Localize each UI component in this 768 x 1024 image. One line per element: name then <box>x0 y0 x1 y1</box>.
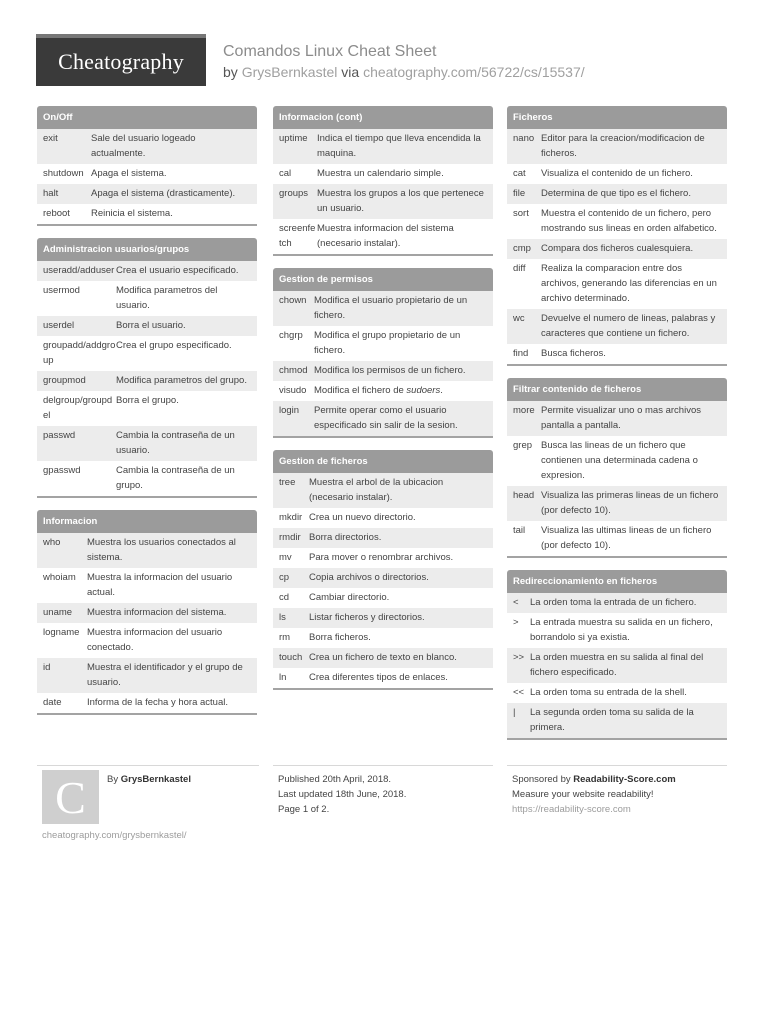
command-description: Modifica parametros del usuario. <box>116 285 218 311</box>
command-row <box>273 326 493 361</box>
command-name: ls <box>279 612 286 623</box>
command-row <box>273 508 493 528</box>
command-description: Visualiza el contenido de un fichero. <box>541 168 693 179</box>
command-row <box>273 184 493 219</box>
command-name: more <box>513 405 535 416</box>
command-name: logname <box>43 627 80 638</box>
command-name: mkdir <box>279 512 303 523</box>
sheet-url-link[interactable]: cheatography.com/56722/cs/15537/ <box>363 64 585 80</box>
command-row <box>273 608 493 628</box>
command-name: << <box>513 687 525 698</box>
command-description: Realiza la comparacion entre dos archivos, generando las diferencias en un archivo determinado. <box>541 263 717 304</box>
command-name: tree <box>279 477 296 488</box>
command-row <box>37 184 257 204</box>
command-row <box>273 291 493 326</box>
command-row <box>507 164 727 184</box>
command-description: Modifica los permisos de un fichero. <box>314 365 466 376</box>
command-row <box>37 391 257 426</box>
command-description: Editor para la creacion/modificacion de ficheros. <box>541 133 705 159</box>
command-name: shutdown <box>43 168 84 179</box>
command-row <box>37 281 257 316</box>
command-description: Informa de la fecha y hora actual. <box>87 697 228 708</box>
command-row <box>273 401 493 436</box>
command-row <box>37 603 257 623</box>
command-row <box>37 336 257 371</box>
command-description: La orden muestra en su salida al final del fichero especificado. <box>530 652 704 678</box>
command-name: groupadd/addgroup <box>43 340 116 366</box>
command-description: Muestra los grupos a los que pertenece un usuario. <box>317 188 484 214</box>
command-name: nano <box>513 133 535 144</box>
command-name: usermod <box>43 285 80 296</box>
command-description: Busca las lineas de un fichero que contienen una determinada cadena o expresion. <box>541 440 698 481</box>
command-row <box>507 184 727 204</box>
command-row <box>273 668 493 688</box>
command-row <box>507 648 727 683</box>
command-row <box>37 204 257 224</box>
command-description: Borra el usuario. <box>116 320 186 331</box>
footer-sponsor-tagline: Measure your website readability! <box>512 789 654 800</box>
command-row <box>273 628 493 648</box>
command-name: visudo <box>279 385 307 396</box>
author-link[interactable]: GrysBernkastel <box>241 64 338 80</box>
command-description: Modifica el grupo propietario de un fichero. <box>314 330 461 356</box>
footer-page-number: Page 1 of 2. <box>278 804 330 815</box>
command-description: Muestra informacion del usuario conectado. <box>87 627 223 653</box>
section-header: Ficheros <box>507 106 727 129</box>
command-row <box>507 703 727 738</box>
command-row <box>507 401 727 436</box>
section-header: Informacion <box>37 510 257 533</box>
command-description: Crea el grupo especificado. <box>116 340 232 351</box>
section-header: Gestion de permisos <box>273 268 493 291</box>
command-row <box>507 344 727 364</box>
command-name: login <box>279 405 300 416</box>
command-name: uptime <box>279 133 308 144</box>
command-name: file <box>513 188 526 199</box>
footer-author-name[interactable]: GrysBernkastel <box>120 774 191 785</box>
section-header: Gestion de ficheros <box>273 450 493 473</box>
command-name: grep <box>513 440 533 451</box>
command-name: id <box>43 662 51 673</box>
command-name: screenfetch <box>279 223 316 249</box>
command-description: La segunda orden toma su salida de la primera. <box>530 707 694 733</box>
command-row <box>273 568 493 588</box>
command-row <box>37 426 257 461</box>
section <box>273 450 493 690</box>
command-name: reboot <box>43 208 70 219</box>
command-row <box>507 259 727 309</box>
command-name: mv <box>279 552 292 563</box>
command-row <box>37 316 257 336</box>
column-2 <box>273 106 493 702</box>
command-name: < <box>513 597 519 608</box>
command-description: Indica el tiempo que lleva encendida la maquina. <box>317 133 481 159</box>
command-name: date <box>43 697 62 708</box>
command-row <box>273 473 493 508</box>
command-name: find <box>513 348 529 359</box>
command-name: rmdir <box>279 532 301 543</box>
command-description: Borra el grupo. <box>116 395 179 406</box>
command-name: tail <box>513 525 526 536</box>
command-row <box>37 693 257 713</box>
section-header: Informacion (cont) <box>273 106 493 129</box>
command-description: Muestra informacion del sistema (necesario instalar). <box>317 223 454 249</box>
command-name: | <box>513 707 516 718</box>
command-row <box>273 588 493 608</box>
command-description: Crea un nuevo directorio. <box>309 512 416 523</box>
command-row <box>507 593 727 613</box>
command-row <box>507 613 727 648</box>
footer-sponsor-url[interactable]: https://readability-score.com <box>512 804 631 815</box>
command-name: ln <box>279 672 287 683</box>
command-name: uname <box>43 607 73 618</box>
command-name: whoiam <box>43 572 76 583</box>
command-name: head <box>513 490 535 501</box>
command-row <box>37 658 257 693</box>
command-name: chgrp <box>279 330 303 341</box>
command-name: sort <box>513 208 529 219</box>
command-description: Borra directorios. <box>309 532 382 543</box>
command-row <box>273 219 493 254</box>
cheatography-logo[interactable]: Cheatography <box>36 34 206 86</box>
command-name: groups <box>279 188 309 199</box>
command-row <box>507 521 727 556</box>
footer-sponsor <box>512 772 676 787</box>
command-description: Crea el usuario especificado. <box>116 265 239 276</box>
footer-author-url[interactable]: cheatography.com/grysbernkastel/ <box>42 830 187 841</box>
command-description: Crea un fichero de texto en blanco. <box>309 652 457 663</box>
command-name: chown <box>279 295 307 306</box>
command-description: Muestra el identificador y el grupo de usuario. <box>87 662 243 688</box>
command-row <box>507 683 727 703</box>
command-row <box>273 129 493 164</box>
section-header: Filtrar contenido de ficheros <box>507 378 727 401</box>
column-1 <box>37 106 257 727</box>
footer-divider-2 <box>273 765 493 766</box>
command-name: > <box>513 617 519 628</box>
command-row <box>273 548 493 568</box>
sudoers-emphasis: sudoers <box>406 385 441 396</box>
command-description: Permite operar como el usuario especificado sin salir de la sesion. <box>314 405 458 431</box>
column-3 <box>507 106 727 752</box>
command-description: La entrada muestra su salida en un fichero, borrandolo si ya existia. <box>530 617 713 643</box>
command-name: cal <box>279 168 292 179</box>
section-header: Administracion usuarios/grupos <box>37 238 257 261</box>
command-description: Reinicia el sistema. <box>91 208 173 219</box>
command-name: delgroup/groupdel <box>43 395 113 421</box>
section <box>507 378 727 558</box>
command-name: cd <box>279 592 290 603</box>
command-row <box>37 129 257 164</box>
command-description: Visualiza las primeras lineas de un fichero (por defecto 10). <box>541 490 719 516</box>
footer-sponsored-label: Sponsored by <box>512 774 571 785</box>
command-row <box>273 164 493 184</box>
section <box>273 106 493 256</box>
command-row <box>273 648 493 668</box>
command-description: Cambia la contraseña de un usuario. <box>116 430 235 456</box>
page-title: Comandos Linux Cheat Sheet <box>223 43 437 60</box>
byline-by-label: by <box>223 64 238 80</box>
command-name: cmp <box>513 243 531 254</box>
section-header: On/Off <box>37 106 257 129</box>
command-name: exit <box>43 133 58 144</box>
command-row <box>507 129 727 164</box>
command-row <box>273 361 493 381</box>
command-row <box>37 261 257 281</box>
command-description: Muestra el arbol de la ubicacion (necesario instalar). <box>309 477 444 503</box>
command-description: Permite visualizar uno o mas archivos pantalla a pantalla. <box>541 405 701 431</box>
footer-updated: Last updated 18th June, 2018. <box>278 789 407 800</box>
footer-sponsor-name[interactable]: Readability-Score.com <box>573 774 676 785</box>
command-row <box>273 381 493 401</box>
footer-author <box>107 772 191 787</box>
footer-published: Published 20th April, 2018. <box>278 774 392 785</box>
command-name: gpasswd <box>43 465 81 476</box>
command-name: cp <box>279 572 290 583</box>
command-name: >> <box>513 652 525 663</box>
section <box>37 238 257 498</box>
command-name: touch <box>279 652 303 663</box>
command-description: Muestra la informacion del usuario actual. <box>87 572 233 598</box>
command-row <box>37 461 257 496</box>
section <box>507 570 727 740</box>
command-description: Crea diferentes tipos de enlaces. <box>309 672 448 683</box>
command-row <box>507 436 727 486</box>
command-row <box>507 239 727 259</box>
command-description: Cambiar directorio. <box>309 592 390 603</box>
command-name: halt <box>43 188 59 199</box>
command-description: Muestra el contenido de un fichero, pero mostrando sus lineas en orden alfabetico. <box>541 208 717 234</box>
command-name: who <box>43 537 61 548</box>
command-name: chmod <box>279 365 308 376</box>
command-description: La orden toma su entrada de la shell. <box>530 687 687 698</box>
command-name: cat <box>513 168 526 179</box>
command-description: Modifica parametros del grupo. <box>116 375 247 386</box>
command-description: Modifica el usuario propietario de un fichero. <box>314 295 468 321</box>
command-row <box>507 486 727 521</box>
command-name: rm <box>279 632 291 643</box>
section <box>37 510 257 715</box>
footer-divider-1 <box>37 765 259 766</box>
command-row <box>37 164 257 184</box>
command-row <box>37 533 257 568</box>
command-row <box>37 623 257 658</box>
command-description: Sale del usuario logeado actualmente. <box>91 133 196 159</box>
footer-divider-3 <box>507 765 727 766</box>
command-row <box>507 309 727 344</box>
section-header: Redireccionamiento en ficheros <box>507 570 727 593</box>
command-name: userdel <box>43 320 75 331</box>
command-description: Devuelve el numero de lineas, palabras y caracteres que contiene un fichero. <box>541 313 716 339</box>
command-description: Muestra un calendario simple. <box>317 168 444 179</box>
command-row <box>37 568 257 603</box>
command-row <box>507 204 727 239</box>
command-description: Muestra informacion del sistema. <box>87 607 227 618</box>
command-name: passwd <box>43 430 76 441</box>
command-row <box>37 371 257 391</box>
command-description: La orden toma la entrada de un fichero. <box>530 597 697 608</box>
command-name: groupmod <box>43 375 86 386</box>
command-description: Visualiza las ultimas lineas de un fichero (por defecto 10). <box>541 525 712 551</box>
command-description: Modifica el fichero de sudoers. <box>314 385 443 396</box>
command-description: Listar ficheros y directorios. <box>309 612 425 623</box>
command-description: Cambia la contraseña de un grupo. <box>116 465 235 491</box>
section <box>37 106 257 226</box>
command-description: Copia archivos o directorios. <box>309 572 429 583</box>
command-description: Compara dos ficheros cualesquiera. <box>541 243 694 254</box>
section <box>507 106 727 366</box>
command-description: Muestra los usuarios conectados al sistema. <box>87 537 236 563</box>
byline <box>223 64 585 80</box>
command-description: Determina de que tipo es el fichero. <box>541 188 691 199</box>
footer-by-label: By <box>107 774 119 785</box>
command-name: diff <box>513 263 526 274</box>
command-description: Apaga el sistema (drasticamente). <box>91 188 236 199</box>
command-description: Busca ficheros. <box>541 348 606 359</box>
section <box>273 268 493 438</box>
author-avatar: C <box>42 770 99 824</box>
command-name: useradd/adduser <box>43 265 115 276</box>
command-description: Borra ficheros. <box>309 632 371 643</box>
command-description: Apaga el sistema. <box>91 168 167 179</box>
command-name: wc <box>513 313 525 324</box>
command-description: Para mover o renombrar archivos. <box>309 552 454 563</box>
command-row <box>273 528 493 548</box>
byline-via-label: via <box>341 64 360 80</box>
